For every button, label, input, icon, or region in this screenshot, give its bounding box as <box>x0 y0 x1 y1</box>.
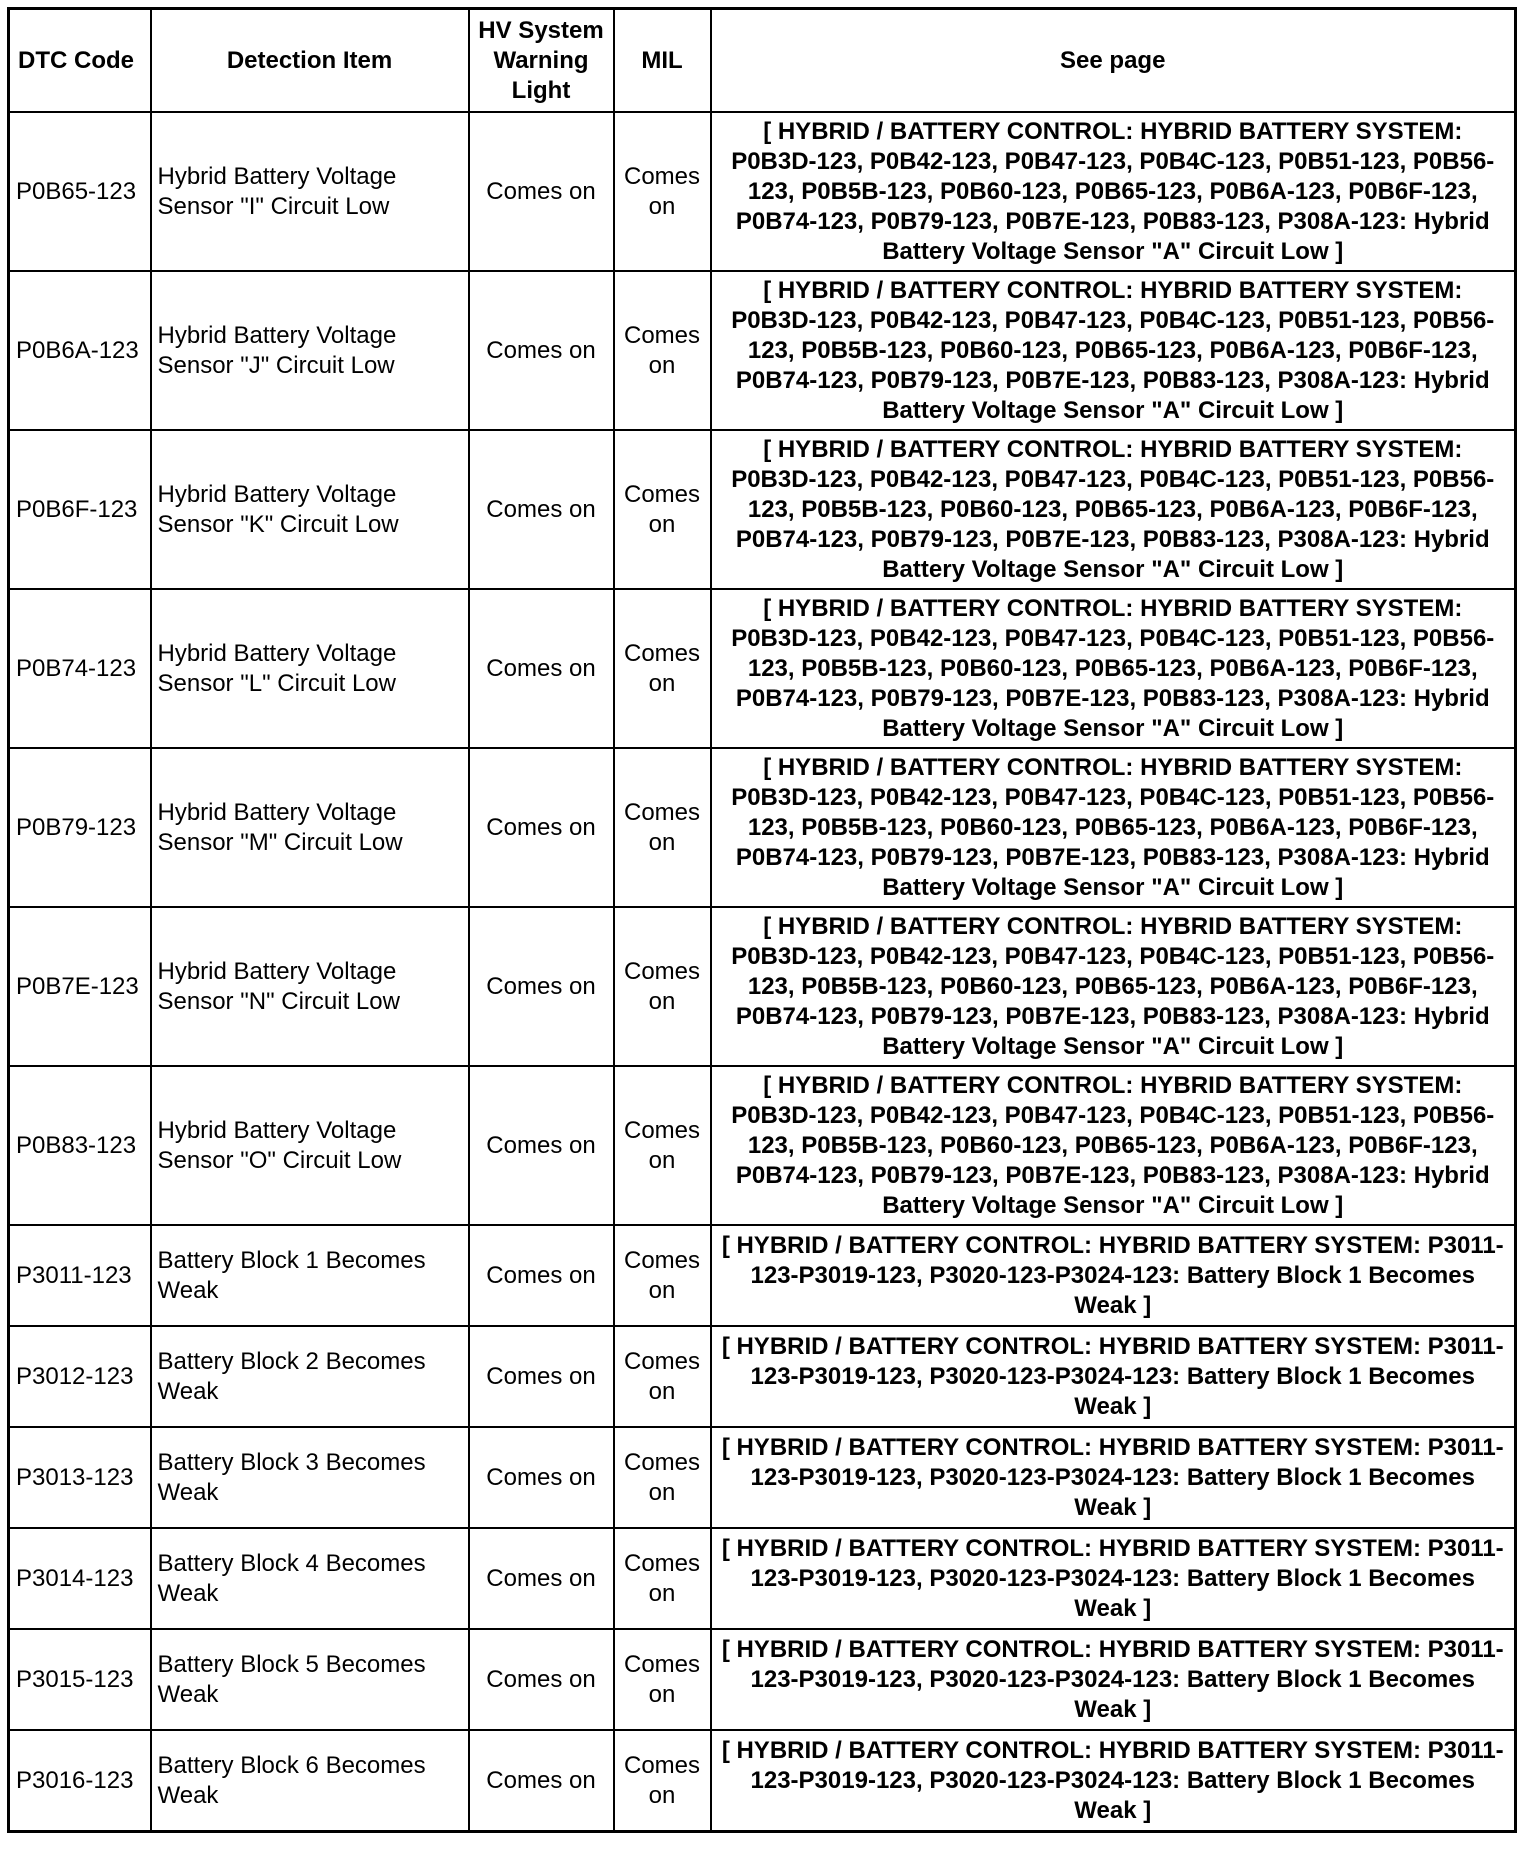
dtc-code-cell: P3016-123 <box>9 1730 151 1832</box>
header-detection-item: Detection Item <box>151 9 469 113</box>
dtc-code-cell: P0B79-123 <box>9 748 151 907</box>
mil-cell: Comes on <box>614 1427 711 1528</box>
mil-cell: Comes on <box>614 907 711 1066</box>
detection-item-cell: Battery Block 4 Becomes Weak <box>151 1528 469 1629</box>
hv-warning-cell: Comes on <box>469 112 614 271</box>
dtc-code-cell: P0B6F-123 <box>9 430 151 589</box>
see-page-cell: [ HYBRID / BATTERY CONTROL: HYBRID BATTERY SYSTEM: P0B3D-123, P0B42-123, P0B47-123, P0B4C-123, P0B51-123, P0B56-123, P0B5B-123, P0B60-123, P0B65-123, P0B6A-123, P0B6F-123, P0B74-123, P0B79-123, P0B7E-123, P0B83-123, P308A-123: Hybrid Battery Voltage Sensor "A" Circuit Low ] <box>711 271 1516 430</box>
table-body <box>9 112 1516 1832</box>
mil-cell: Comes on <box>614 589 711 748</box>
detection-item-cell: Battery Block 1 Becomes Weak <box>151 1225 469 1326</box>
dtc-code-cell: P0B74-123 <box>9 589 151 748</box>
mil-cell: Comes on <box>614 112 711 271</box>
mil-cell: Comes on <box>614 1629 711 1730</box>
table-row <box>9 1528 1516 1629</box>
hv-warning-cell: Comes on <box>469 1528 614 1629</box>
mil-cell: Comes on <box>614 271 711 430</box>
dtc-code-cell: P0B65-123 <box>9 112 151 271</box>
dtc-code-cell: P3011-123 <box>9 1225 151 1326</box>
detection-item-cell: Battery Block 5 Becomes Weak <box>151 1629 469 1730</box>
header-hv-warning-light: HV System Warning Light <box>469 9 614 113</box>
see-page-cell: [ HYBRID / BATTERY CONTROL: HYBRID BATTERY SYSTEM: P0B3D-123, P0B42-123, P0B47-123, P0B4C-123, P0B51-123, P0B56-123, P0B5B-123, P0B60-123, P0B65-123, P0B6A-123, P0B6F-123, P0B74-123, P0B79-123, P0B7E-123, P0B83-123, P308A-123: Hybrid Battery Voltage Sensor "A" Circuit Low ] <box>711 907 1516 1066</box>
table-row <box>9 589 1516 748</box>
mil-cell: Comes on <box>614 430 711 589</box>
see-page-cell: [ HYBRID / BATTERY CONTROL: HYBRID BATTERY SYSTEM: P3011-123-P3019-123, P3020-123-P3024-123: Battery Block 1 Becomes Weak ] <box>711 1730 1516 1832</box>
table-row <box>9 112 1516 271</box>
table-header <box>9 9 1516 113</box>
table-row <box>9 430 1516 589</box>
dtc-table <box>7 7 1517 1833</box>
hv-warning-cell: Comes on <box>469 748 614 907</box>
mil-cell: Comes on <box>614 748 711 907</box>
hv-warning-cell: Comes on <box>469 1066 614 1225</box>
mil-cell: Comes on <box>614 1066 711 1225</box>
detection-item-cell: Hybrid Battery Voltage Sensor "O" Circuit Low <box>151 1066 469 1225</box>
hv-warning-cell: Comes on <box>469 1730 614 1832</box>
hv-warning-cell: Comes on <box>469 1427 614 1528</box>
see-page-cell: [ HYBRID / BATTERY CONTROL: HYBRID BATTERY SYSTEM: P3011-123-P3019-123, P3020-123-P3024-123: Battery Block 1 Becomes Weak ] <box>711 1528 1516 1629</box>
hv-warning-cell: Comes on <box>469 1629 614 1730</box>
header-see-page: See page <box>711 9 1516 113</box>
dtc-code-cell: P3015-123 <box>9 1629 151 1730</box>
hv-warning-cell: Comes on <box>469 589 614 748</box>
detection-item-cell: Battery Block 6 Becomes Weak <box>151 1730 469 1832</box>
table-row <box>9 1326 1516 1427</box>
dtc-table-container <box>7 7 1514 1833</box>
dtc-code-cell: P0B6A-123 <box>9 271 151 430</box>
header-mil: MIL <box>614 9 711 113</box>
table-row <box>9 271 1516 430</box>
detection-item-cell: Hybrid Battery Voltage Sensor "J" Circuit Low <box>151 271 469 430</box>
dtc-code-cell: P3012-123 <box>9 1326 151 1427</box>
header-dtc-code: DTC Code <box>9 9 151 113</box>
header-row <box>9 9 1516 113</box>
hv-warning-cell: Comes on <box>469 430 614 589</box>
mil-cell: Comes on <box>614 1528 711 1629</box>
table-row <box>9 1730 1516 1832</box>
table-row <box>9 1427 1516 1528</box>
mil-cell: Comes on <box>614 1326 711 1427</box>
table-row <box>9 1066 1516 1225</box>
hv-warning-cell: Comes on <box>469 1225 614 1326</box>
dtc-code-cell: P0B83-123 <box>9 1066 151 1225</box>
dtc-code-cell: P3014-123 <box>9 1528 151 1629</box>
see-page-cell: [ HYBRID / BATTERY CONTROL: HYBRID BATTERY SYSTEM: P0B3D-123, P0B42-123, P0B47-123, P0B4C-123, P0B51-123, P0B56-123, P0B5B-123, P0B60-123, P0B65-123, P0B6A-123, P0B6F-123, P0B74-123, P0B79-123, P0B7E-123, P0B83-123, P308A-123: Hybrid Battery Voltage Sensor "A" Circuit Low ] <box>711 1066 1516 1225</box>
see-page-cell: [ HYBRID / BATTERY CONTROL: HYBRID BATTERY SYSTEM: P3011-123-P3019-123, P3020-123-P3024-123: Battery Block 1 Becomes Weak ] <box>711 1225 1516 1326</box>
table-row <box>9 1225 1516 1326</box>
detection-item-cell: Battery Block 2 Becomes Weak <box>151 1326 469 1427</box>
detection-item-cell: Hybrid Battery Voltage Sensor "L" Circuit Low <box>151 589 469 748</box>
see-page-cell: [ HYBRID / BATTERY CONTROL: HYBRID BATTERY SYSTEM: P3011-123-P3019-123, P3020-123-P3024-123: Battery Block 1 Becomes Weak ] <box>711 1629 1516 1730</box>
mil-cell: Comes on <box>614 1730 711 1832</box>
detection-item-cell: Hybrid Battery Voltage Sensor "K" Circuit Low <box>151 430 469 589</box>
mil-cell: Comes on <box>614 1225 711 1326</box>
table-row <box>9 748 1516 907</box>
see-page-cell: [ HYBRID / BATTERY CONTROL: HYBRID BATTERY SYSTEM: P0B3D-123, P0B42-123, P0B47-123, P0B4C-123, P0B51-123, P0B56-123, P0B5B-123, P0B60-123, P0B65-123, P0B6A-123, P0B6F-123, P0B74-123, P0B79-123, P0B7E-123, P0B83-123, P308A-123: Hybrid Battery Voltage Sensor "A" Circuit Low ] <box>711 748 1516 907</box>
dtc-code-cell: P3013-123 <box>9 1427 151 1528</box>
detection-item-cell: Hybrid Battery Voltage Sensor "M" Circuit Low <box>151 748 469 907</box>
detection-item-cell: Hybrid Battery Voltage Sensor "I" Circuit Low <box>151 112 469 271</box>
detection-item-cell: Hybrid Battery Voltage Sensor "N" Circuit Low <box>151 907 469 1066</box>
table-row <box>9 907 1516 1066</box>
see-page-cell: [ HYBRID / BATTERY CONTROL: HYBRID BATTERY SYSTEM: P3011-123-P3019-123, P3020-123-P3024-123: Battery Block 1 Becomes Weak ] <box>711 1326 1516 1427</box>
dtc-code-cell: P0B7E-123 <box>9 907 151 1066</box>
hv-warning-cell: Comes on <box>469 271 614 430</box>
see-page-cell: [ HYBRID / BATTERY CONTROL: HYBRID BATTERY SYSTEM: P0B3D-123, P0B42-123, P0B47-123, P0B4C-123, P0B51-123, P0B56-123, P0B5B-123, P0B60-123, P0B65-123, P0B6A-123, P0B6F-123, P0B74-123, P0B79-123, P0B7E-123, P0B83-123, P308A-123: Hybrid Battery Voltage Sensor "A" Circuit Low ] <box>711 112 1516 271</box>
see-page-cell: [ HYBRID / BATTERY CONTROL: HYBRID BATTERY SYSTEM: P0B3D-123, P0B42-123, P0B47-123, P0B4C-123, P0B51-123, P0B56-123, P0B5B-123, P0B60-123, P0B65-123, P0B6A-123, P0B6F-123, P0B74-123, P0B79-123, P0B7E-123, P0B83-123, P308A-123: Hybrid Battery Voltage Sensor "A" Circuit Low ] <box>711 430 1516 589</box>
detection-item-cell: Battery Block 3 Becomes Weak <box>151 1427 469 1528</box>
see-page-cell: [ HYBRID / BATTERY CONTROL: HYBRID BATTERY SYSTEM: P3011-123-P3019-123, P3020-123-P3024-123: Battery Block 1 Becomes Weak ] <box>711 1427 1516 1528</box>
see-page-cell: [ HYBRID / BATTERY CONTROL: HYBRID BATTERY SYSTEM: P0B3D-123, P0B42-123, P0B47-123, P0B4C-123, P0B51-123, P0B56-123, P0B5B-123, P0B60-123, P0B65-123, P0B6A-123, P0B6F-123, P0B74-123, P0B79-123, P0B7E-123, P0B83-123, P308A-123: Hybrid Battery Voltage Sensor "A" Circuit Low ] <box>711 589 1516 748</box>
table-row <box>9 1629 1516 1730</box>
hv-warning-cell: Comes on <box>469 907 614 1066</box>
hv-warning-cell: Comes on <box>469 1326 614 1427</box>
